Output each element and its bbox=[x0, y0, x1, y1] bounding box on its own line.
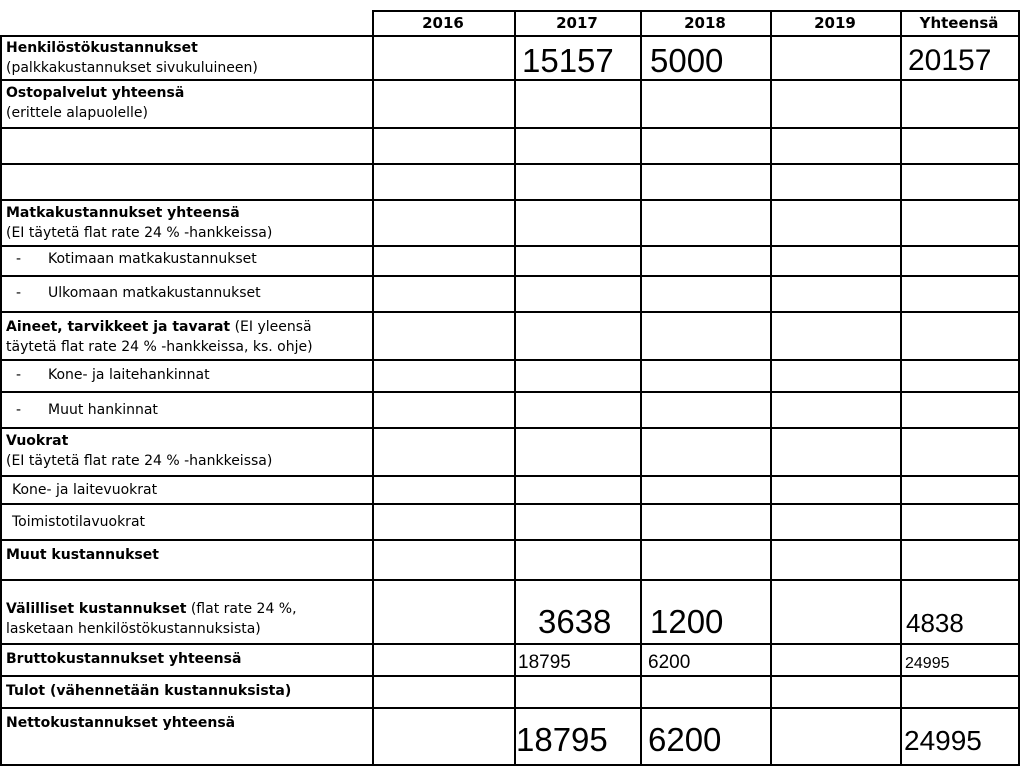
gross-2017: 18795 bbox=[518, 652, 571, 673]
income-label: Tulot (vähennetään kustannuksista) bbox=[6, 683, 292, 699]
personnel-total: 20157 bbox=[908, 44, 992, 77]
materials-sub: täytetä flat rate 24 % -hankkeissa, ks. ohje) bbox=[6, 339, 313, 355]
dash-materials-machines: - bbox=[16, 367, 22, 383]
gross-total: 24995 bbox=[905, 655, 950, 672]
rents-office-label: Toimistotilavuokrat bbox=[12, 514, 146, 530]
indirect-2018: 1200 bbox=[650, 603, 724, 640]
personnel-2018: 5000 bbox=[650, 42, 724, 79]
personnel-sub: (palkkakustannukset sivukuluineen) bbox=[6, 60, 258, 76]
rents-machines-label: Kone- ja laitevuokrat bbox=[12, 482, 158, 498]
materials-label: Aineet, tarvikkeet ja tavarat bbox=[6, 319, 231, 335]
indirect-label: Välilliset kustannukset bbox=[6, 601, 187, 617]
header-2017: 2017 bbox=[556, 14, 598, 32]
rents-sub: (EI täytetä flat rate 24 % -hankkeissa) bbox=[6, 453, 273, 469]
dash-travel-foreign: - bbox=[16, 285, 22, 301]
travel-domestic-label: Kotimaan matkakustannukset bbox=[48, 251, 257, 267]
net-label: Nettokustannukset yhteensä bbox=[6, 715, 236, 731]
gross-label: Bruttokustannukset yhteensä bbox=[6, 651, 242, 667]
indirect-total: 4838 bbox=[906, 608, 964, 638]
materials-machines-label: Kone- ja laitehankinnat bbox=[48, 367, 210, 383]
header-2019: 2019 bbox=[814, 14, 856, 32]
indirect-note: (flat rate 24 %, bbox=[190, 601, 297, 617]
header-2016: 2016 bbox=[422, 14, 464, 32]
travel-sub: (EI täytetä flat rate 24 % -hankkeissa) bbox=[6, 225, 273, 241]
services-label: Ostopalvelut yhteensä bbox=[6, 85, 185, 101]
header-2018: 2018 bbox=[684, 14, 726, 32]
net-total: 24995 bbox=[904, 725, 982, 756]
indirect-2017: 3638 bbox=[538, 603, 612, 640]
rents-label: Vuokrat bbox=[6, 433, 69, 449]
net-2018: 6200 bbox=[648, 721, 722, 758]
travel-label: Matkakustannukset yhteensä bbox=[6, 205, 240, 221]
travel-foreign-label: Ulkomaan matkakustannukset bbox=[48, 285, 261, 301]
net-2017: 18795 bbox=[516, 721, 608, 758]
materials-note: (EI yleensä bbox=[234, 319, 312, 335]
dash-materials-other: - bbox=[16, 402, 22, 418]
personnel-2017: 15157 bbox=[522, 42, 614, 79]
services-sub: (erittele alapuolelle) bbox=[6, 105, 148, 121]
gross-2018: 6200 bbox=[648, 652, 691, 673]
personnel-label: Henkilöstökustannukset bbox=[6, 40, 198, 56]
materials-other-label: Muut hankinnat bbox=[48, 402, 158, 418]
other-costs-label: Muut kustannukset bbox=[6, 547, 159, 563]
indirect-sub: lasketaan henkilöstökustannuksista) bbox=[6, 621, 261, 637]
dash-travel-domestic: - bbox=[16, 251, 22, 267]
header-total: Yhteensä bbox=[919, 14, 999, 32]
